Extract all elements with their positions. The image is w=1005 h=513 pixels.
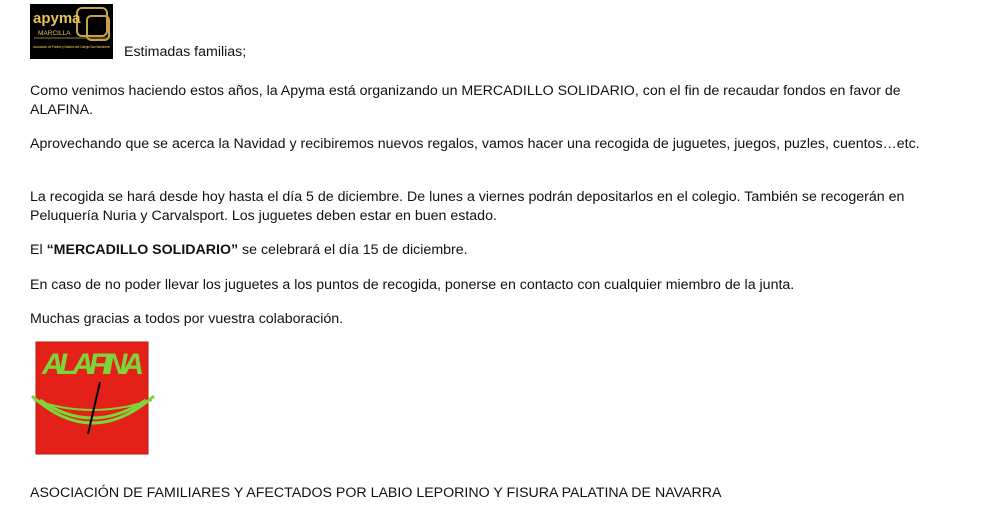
- paragraph-collection: Aprovechando que se acerca la Navidad y recibiremos nuevos regalos, vamos hacer una recogida de juguetes, juegos, puzles, cuentos…etc.: [30, 136, 920, 152]
- paragraph-event: [30, 241, 960, 260]
- apyma-logo-subtext: MARCILLA: [38, 30, 71, 37]
- event-suffix: se celebrará el día 15 de diciembre.: [238, 242, 468, 258]
- paragraph-contact: En caso de no poder llevar los juguetes a los puntos de recogida, ponerse en contacto con cualquier miembro de la junta.: [30, 277, 795, 293]
- paragraph-thanks: Muchas gracias a todos por vuestra colaboración.: [30, 311, 344, 327]
- footer-association-name: ASOCIACIÓN DE FAMILIARES Y AFECTADOS POR LABIO LEPORINO Y FISURA PALATINA DE NAVARRA: [30, 485, 722, 501]
- apyma-logo-text: apyma: [33, 10, 81, 27]
- alafina-logo: [30, 338, 156, 458]
- apyma-logo-small: Asociación de Padres y Madres del Colegio San Bartolomé: [33, 45, 110, 49]
- alafina-logo-text: ALAFINA: [42, 348, 144, 381]
- event-name: “MERCADILLO SOLIDARIO”: [46, 242, 239, 258]
- paragraph-intro: Como venimos haciendo estos años, la Apyma está organizando un MERCADILLO SOLIDARIO, con el fin de recaudar fondos en favor de ALAFINA.: [30, 83, 901, 118]
- paragraph-dates: La recogida se hará desde hoy hasta el día 5 de diciembre. De lunes a viernes podrán depositarlos en el colegio. También se recogerán en Peluquería Nuria y Carvalsport. Los juguetes deben estar en buen estado.: [30, 189, 905, 224]
- event-prefix: El: [30, 242, 47, 258]
- greeting: Estimadas familias;: [124, 44, 247, 60]
- apyma-logo: [30, 4, 113, 59]
